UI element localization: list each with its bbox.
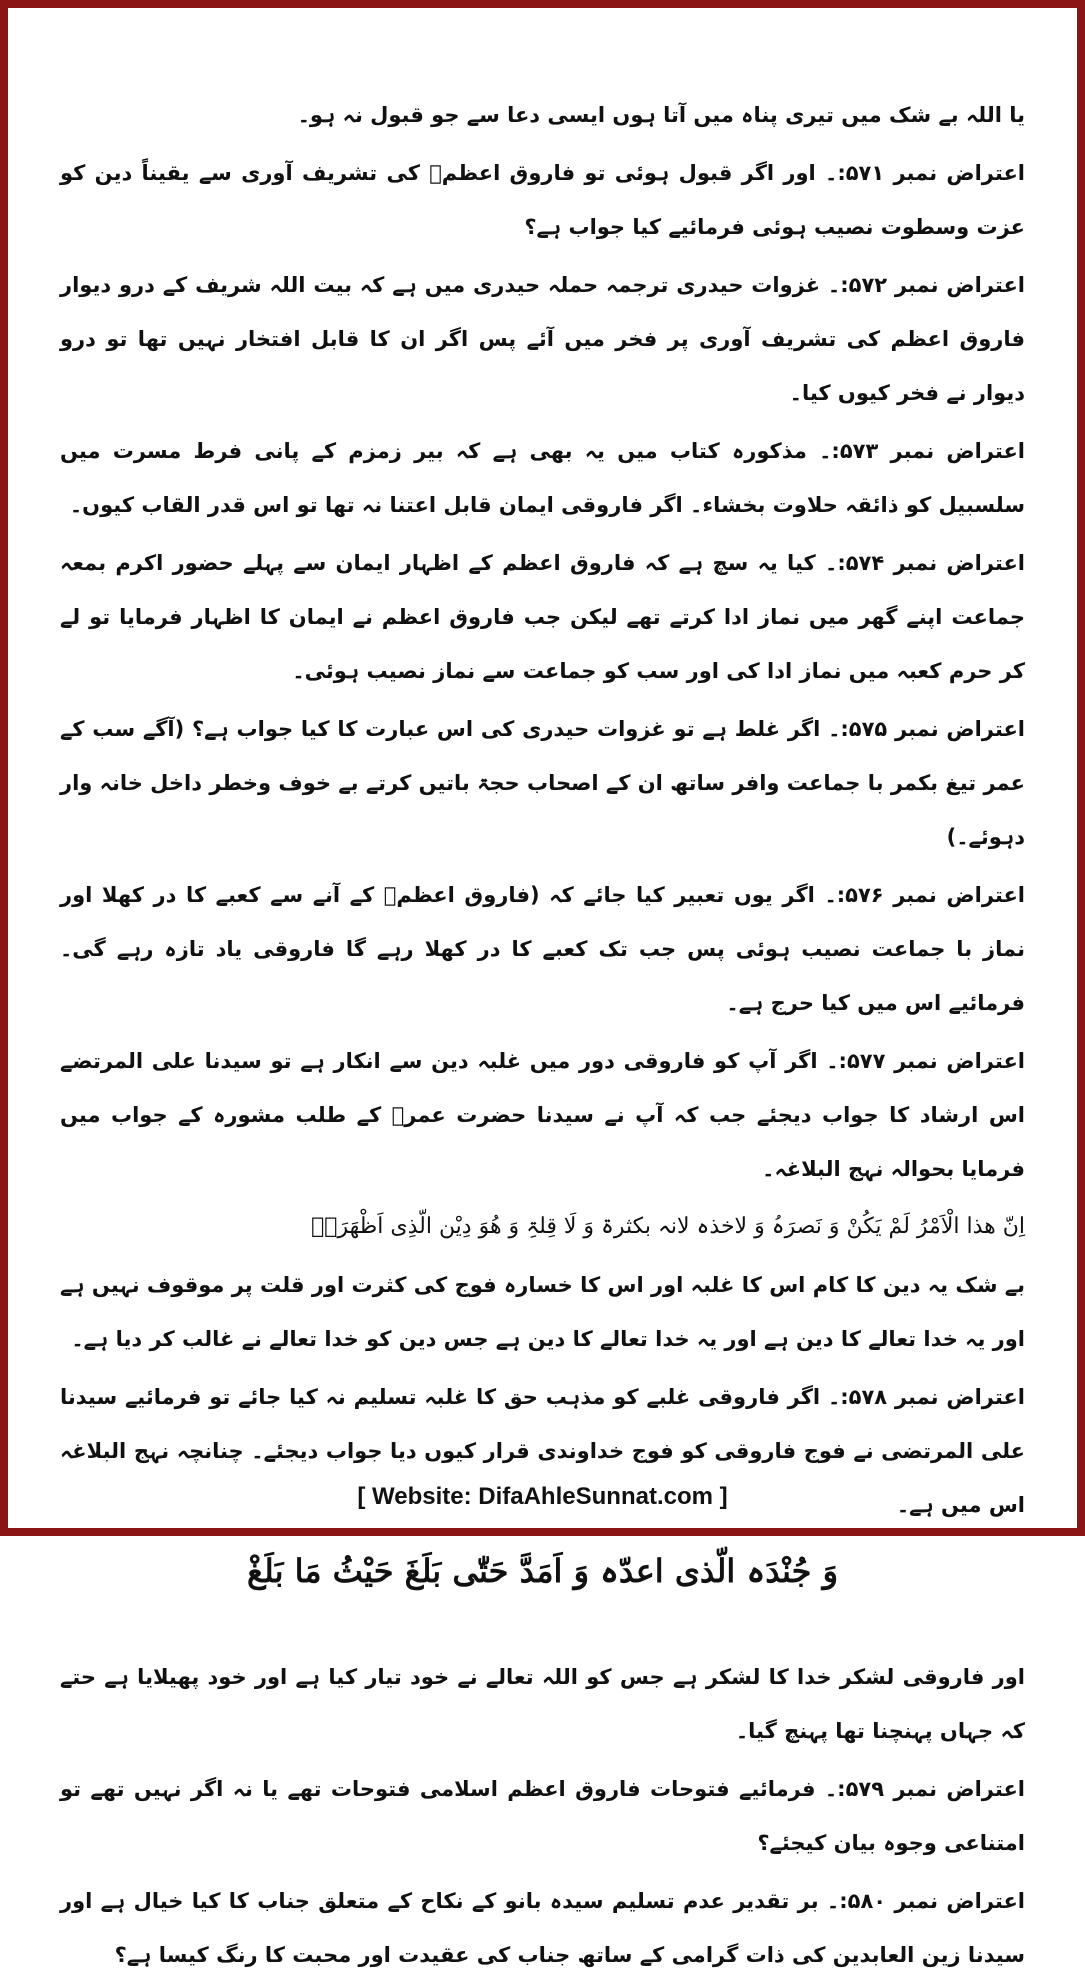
paragraph-objection-575: اعتراض نمبر ۵۷۵:۔ اگر غلط ہے تو غزوات حیدری کی اس عبارت کا کیا جواب ہے؟ (آگے سب کے عمر تیغ بکمر با جماعت وافر ساتھ ان کے اصحاب حجۃ باتیں کرتے بے خوف وخطر داخل خانہ وار دہوئے۔) bbox=[60, 717, 1025, 849]
paragraph-translation: بے شک یہ دین کا کام اس کا غلبہ اور اس کا خسارہ فوج کی کثرت اور قلت پر موقوف نہیں ہے اور یہ خدا تعالے کا دین ہے اور یہ خدا تعالے کا دین ہے جس دین کو خدا تعالے نے غالب کر دیا ہے۔ bbox=[60, 1273, 1025, 1351]
paragraph-objection-573: اعتراض نمبر ۵۷۳:۔ مذکورہ کتاب میں یہ بھی ہے کہ بیر زمزم کے پانی فرط مسرت میں سلسبیل کو ذائقہ حلاوت بخشاء۔ اگر فاروقی ایمان قابل اعتنا نہ تھا تو اس قدر القاب کیوں۔ bbox=[60, 439, 1025, 517]
paragraph-objection-577: اعتراض نمبر ۵۷۷:۔ اگر آپ کو فاروقی دور میں غلبہ دین سے انکار ہے تو سیدنا علی المرتضے اس ارشاد کا جواب دیجئے جب کہ آپ نے سیدنا حضرت عمرؓ کے طلب مشورہ کے جواب میں فرمایا بحوالہ نہج البلاغہ۔ bbox=[60, 1049, 1025, 1181]
document-body bbox=[60, 88, 1025, 1986]
paragraph-objection-580: اعتراض نمبر ۵۸۰:۔ بر تقدیر عدم تسلیم سیدہ بانو کے نکاح کے متعلق جناب کا کیا خیال ہے اور سیدنا زین العابدین کی ذات گرامی کے ساتھ جناب کی عقیدت اور محبت کا رنگ کیسا ہے؟ bbox=[60, 1889, 1025, 1967]
paragraph-intro: یا اللہ بے شک میں تیری پناہ میں آتا ہوں ایسی دعا سے جو قبول نہ ہو۔ bbox=[297, 103, 1025, 127]
paragraph-objection-579: اعتراض نمبر ۵۷۹:۔ فرمائیے فتوحات فاروق اعظم اسلامی فتوحات تھے یا نہ اگر نہیں تھے تو امتناعی وجوہ بیان کیجئے؟ bbox=[60, 1777, 1025, 1855]
arabic-quote-nahj: اِنّ ھذا الْاَمْرُ لَمْ یَکُنْ وَ نَصرَہُ وَ لاخذہ لانہ بکثرۃ وَ لَا قِلۃِ وَ ھُوَ دِیْن الّذِی اَظْھَرَہٗ bbox=[311, 1214, 1025, 1239]
paragraph-objection-572: اعتراض نمبر ۵۷۲:۔ غزوات حیدری ترجمہ حملہ حیدری میں ہے کہ بیت اللہ شریف کے درو دیوار فاروق اعظم کی تشریف آوری پر فخر میں آئے پس اگر ان کا قابل افتخار نہیں تھا تو درو دیوار نے فخر کیوں کیا۔ bbox=[60, 273, 1025, 405]
paragraph-objection-578: اعتراض نمبر ۵۷۸:۔ اگر فاروقی غلبے کو مذہب حق کا غلبہ تسلیم نہ کیا جائے تو فرمائیے سیدنا علی المرتضی نے فوج فاروقی کو فوج خداوندی قرار کیوں دیا جواب دیجئے۔ چنانچہ نہج البلاغہ اس میں ہے۔ bbox=[60, 1385, 1025, 1517]
paragraph-army: اور فاروقی لشکر خدا کا لشکر ہے جس کو اللہ تعالے نے خود تیار کیا ہے اور خود پھیلایا ہے حتے کہ جہاں پہنچنا تھا پہنچ گیا۔ bbox=[60, 1665, 1025, 1743]
paragraph-objection-574: اعتراض نمبر ۵۷۴:۔ کیا یہ سچ ہے کہ فاروق اعظم کے اظہار ایمان سے پہلے حضور اکرم بمعہ جماعت اپنے گھر میں نماز ادا کرتے تھے لیکن جب فاروق اعظم نے ایمان کا اظہار فرمایا تو لے کر حرم کعبہ میں نماز ادا کی اور سب کو جماعت سے نماز نصیب ہوئی۔ bbox=[60, 551, 1025, 683]
website-footer: [ Website: DifaAhleSunnat.com ] bbox=[357, 1483, 728, 1510]
paragraph-objection-576: اعتراض نمبر ۵۷۶:۔ اگر یوں تعبیر کیا جائے کہ (فاروق اعظمؓ کے آنے سے کعبے کا در کھلا اور نماز با جماعت نصیب ہوئی پس جب تک کعبے کا در کھلا رہے گا فاروقی یاد تازہ رہے گی۔ فرمائیے اس میں کیا حرج ہے۔ bbox=[60, 883, 1025, 1015]
paragraph-objection-571: اعتراض نمبر ۵۷۱:۔ اور اگر قبول ہوئی تو فاروق اعظمؓ کی تشریف آوری سے یقیناً دین کو عزت وسطوت نصیب ہوئی فرمائیے کیا جواب ہے؟ bbox=[60, 161, 1025, 239]
arabic-quote-jund: وَ جُنْدَہ الّذی اعدّہ وَ اَمَدَّ حَتّٰی بَلَغَ حَیْثُ مَا بَلَغْ bbox=[246, 1552, 839, 1590]
